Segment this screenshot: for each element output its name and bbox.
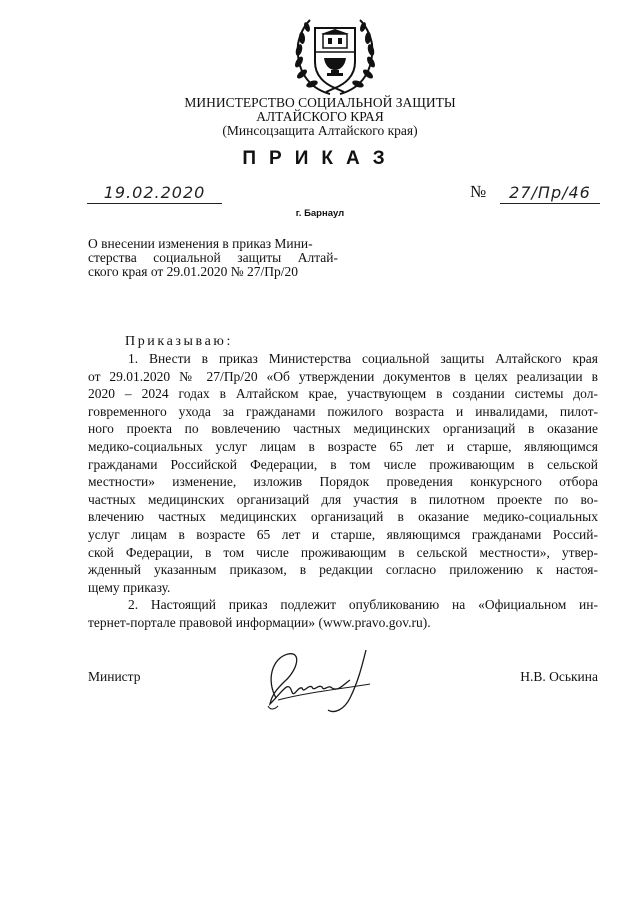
ministry-short-name: (Минсоцзащита Алтайского края)	[222, 123, 418, 138]
handwritten-signature	[258, 640, 398, 720]
body-line: щему приказу.	[88, 579, 171, 595]
order-date: 19.02.2020	[103, 183, 206, 202]
city-name: г. Барнаул	[295, 208, 345, 219]
subject-line: О внесении изменения в приказ Мини-	[88, 236, 313, 251]
body-line: влечению частных медицинских организаций в оказание медико-социальных	[88, 509, 598, 525]
order-number: 27/Пр/46	[509, 183, 591, 202]
signatory-position: Министр	[88, 669, 141, 684]
order-subject	[88, 237, 338, 279]
coat-of-arms-icon	[290, 14, 380, 98]
subject-line: стерства социальной защиты Алтай-	[88, 250, 338, 265]
date-underline	[87, 203, 222, 204]
body-line: частных медицинских организаций для участия в пилотном проекте по во-	[88, 491, 598, 507]
order-directive: Приказываю:	[125, 334, 233, 349]
body-line: ской Федерации, в том числе проживающим в сельской местности», утвер-	[88, 544, 598, 560]
ministry-name-line2: АЛТАЙСКОГО КРАЯ	[256, 109, 384, 124]
body-line: жденный указанным приказом, в редакции согласно приложению к настоя-	[88, 562, 598, 578]
body-line: 2020 – 2024 годах в Алтайском крае, участвующем в создании системы дол-	[88, 386, 598, 402]
body-line: от 29.01.2020 № 27/Пр/20 «Об утверждении документов в целях реализации в	[88, 368, 598, 384]
body-line: 1. Внести в приказ Министерства социальной защиты Алтайского края	[128, 351, 598, 366]
subject-line: ского края от 29.01.2020 № 27/Пр/20	[88, 264, 299, 279]
body-line: местности» изменение, изложив Порядок проведения конкурсного отбора	[88, 474, 598, 490]
body-line: ного проекта по вовлечению частных медицинских организаций в оказание	[88, 421, 598, 437]
body-line: 2. Настоящий приказ подлежит опубликованию на «Официальном ин-	[128, 597, 598, 613]
ministry-name-line1: МИНИСТЕРСТВО СОЦИАЛЬНОЙ ЗАЩИТЫ	[184, 95, 456, 110]
number-underline	[500, 203, 600, 204]
body-line: говременного ухода за гражданами пожилого возраста и инвалидами, пилот-	[88, 403, 598, 419]
order-number-label: №	[470, 182, 487, 201]
signatory-name: Н.В. Оськина	[520, 669, 598, 684]
body-line: услуг лицам в возрасте 65 лет и старше, являющимся гражданами Россий-	[88, 526, 598, 542]
document-title: ПРИКАЗ	[242, 148, 398, 169]
body-line: тернет-портале правовой информации» (www.pravo.gov.ru).	[88, 614, 431, 630]
body-line: медико-социальных услуг лицам в возрасте 65 лет и старше, являющимся	[88, 438, 598, 454]
body-line: гражданами Российской Федерации, в том числе проживающим в сельской	[88, 456, 598, 472]
order-body	[88, 350, 598, 632]
